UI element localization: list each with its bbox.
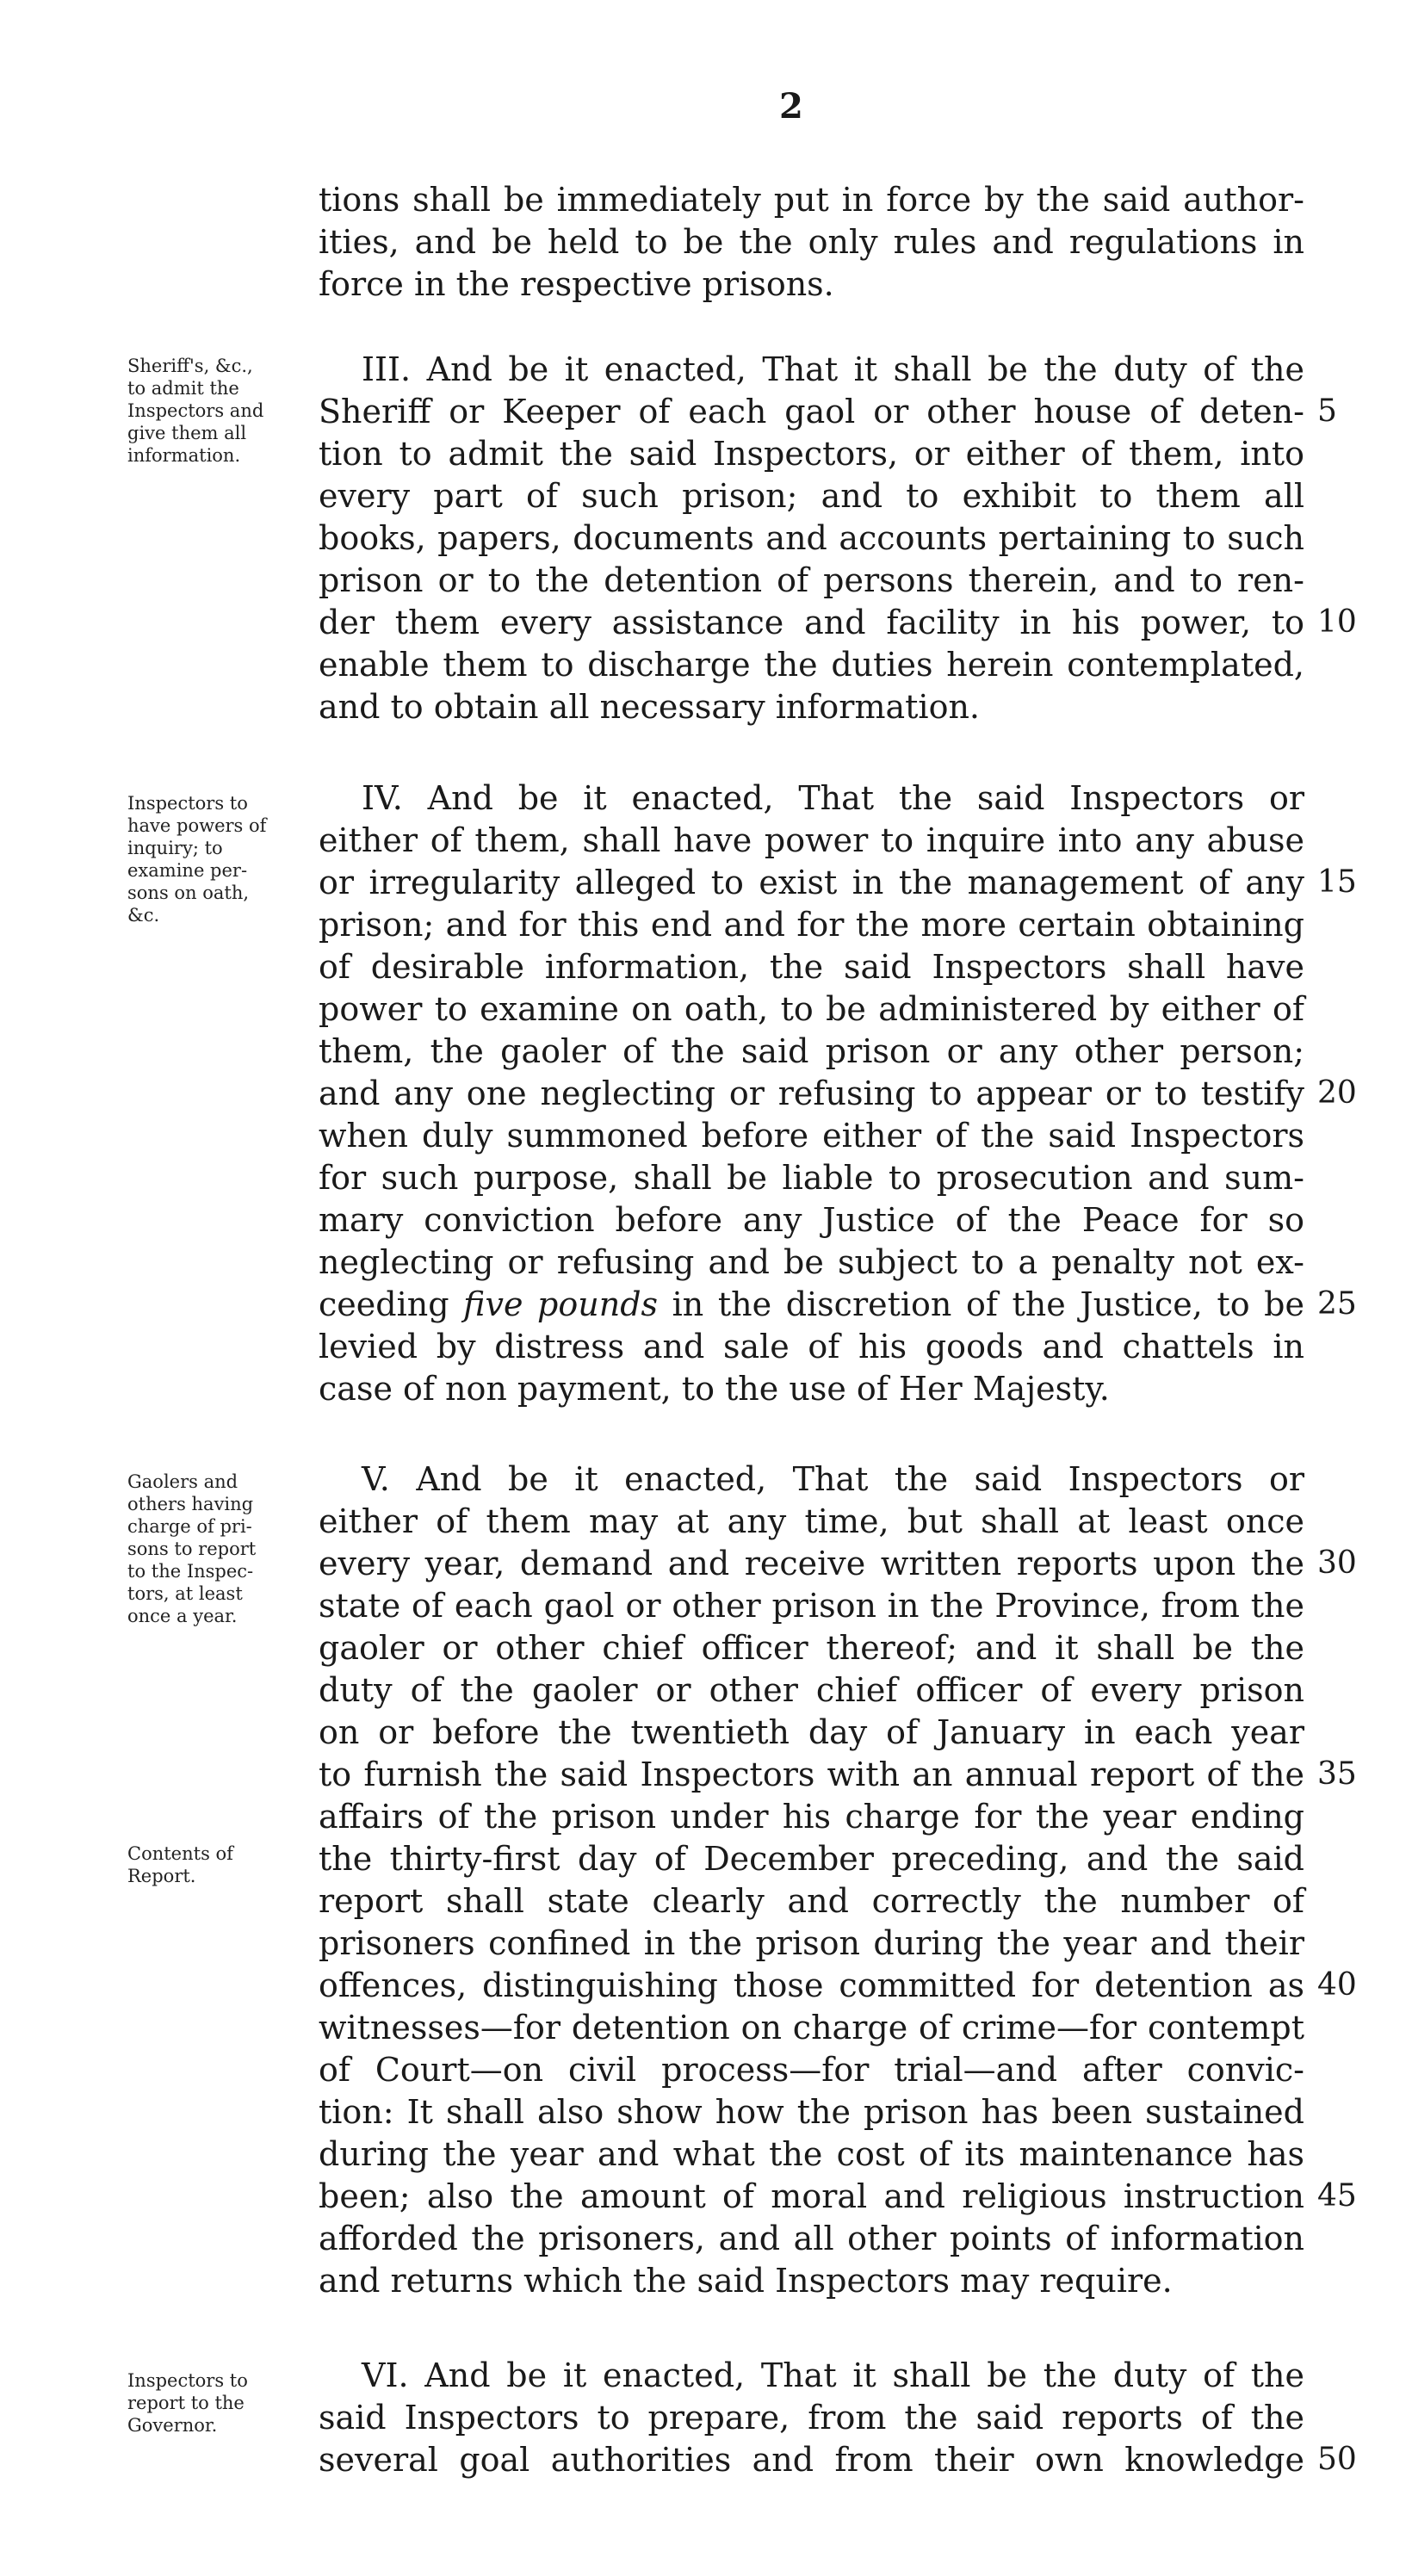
text-line: tion to admit the said Inspectors, or either of them, into xyxy=(319,435,1304,473)
text-line: tion: It shall also show how the prison has been sustained xyxy=(319,2093,1304,2131)
text-line: and any one neglecting or refusing to appear or to testify xyxy=(319,1074,1304,1112)
text-line: been; also the amount of moral and religious instruction xyxy=(319,2177,1304,2215)
text-line: or irregularity alleged to exist in the management of any xyxy=(319,864,1304,901)
text-line: offences, distinguishing those committed for detention as xyxy=(319,1966,1304,2004)
text-line: either of them may at any time, but shall at least once xyxy=(319,1502,1304,1540)
text-line: mary conviction before any Justice of the Peace for so xyxy=(319,1201,1304,1239)
margin-note-sec5: Gaolers and others having charge of pri- sons to report to the Inspec- tors, at least once a year. xyxy=(127,1471,257,1626)
text-line: every part of such prison; and to exhibit to them all xyxy=(319,477,1304,515)
text-run: ceeding xyxy=(319,1285,449,1323)
text-line: witnesses—for detention on charge of crime—for contempt xyxy=(319,2009,1304,2047)
text-line: books, papers, documents and accounts pertaining to such xyxy=(319,519,1304,557)
text-line: gaoler or other chief officer thereof; and it shall be the xyxy=(319,1629,1304,1667)
line-number: 20 xyxy=(1317,1075,1357,1111)
text-line: prison or to the detention of persons therein, and to ren- xyxy=(319,561,1304,599)
line-number: 40 xyxy=(1317,1967,1357,2003)
text-line: levied by distress and sale of his goods and chattels in xyxy=(319,1328,1304,1365)
text-line: III. And be it enacted, That it shall be the duty of the xyxy=(362,350,1304,388)
margin-note-sec3: Sheriff's, &c., to admit the Inspectors and give them all information. xyxy=(127,356,264,466)
text-line: prisoners confined in the prison during the year and their xyxy=(319,1924,1304,1962)
text-line: of desirable information, the said Inspectors shall have xyxy=(319,948,1304,986)
text-line: neglecting or refusing and be subject to a penalty not ex- xyxy=(319,1243,1304,1281)
text-line: them, the gaoler of the said prison or any other person; xyxy=(319,1032,1304,1070)
text-line: during the year and what the cost of its maintenance has xyxy=(319,2135,1304,2173)
text-line: of Court—on civil process—for trial—and after convic- xyxy=(319,2051,1304,2089)
text-line: tions shall be immediately put in force by the said author- xyxy=(319,181,1304,219)
margin-note-sec6: Inspectors to report to the Governor. xyxy=(127,2370,248,2436)
text-line: affairs of the prison under his charge for the year ending xyxy=(319,1798,1304,1836)
text-line: ities, and be held to be the only rules and regulations in xyxy=(319,223,1304,261)
line-number: 15 xyxy=(1317,864,1357,900)
text-line: V. And be it enacted, That the said Inspectors or xyxy=(362,1460,1304,1498)
text-line: said Inspectors to prepare, from the said reports of the xyxy=(319,2399,1304,2437)
line-number: 30 xyxy=(1317,1545,1357,1581)
text-line: der them every assistance and facility in his power, to xyxy=(319,604,1304,641)
line-number: 35 xyxy=(1317,1756,1357,1792)
text-line: duty of the gaoler or other chief officer of every prison xyxy=(319,1671,1304,1709)
text-line: either of them, shall have power to inquire into any abuse xyxy=(319,821,1304,859)
margin-note-sec4: Inspectors to have powers of inquiry; to examine per- sons on oath, &c. xyxy=(127,793,267,926)
text-run: in the discretion of the Justice, to be xyxy=(672,1285,1304,1323)
text-line: when duly summoned before either of the said Inspectors xyxy=(319,1117,1304,1155)
text-line: the thirty-first day of December preceding, and the said xyxy=(319,1840,1304,1878)
text-line: prison; and for this end and for the more certain obtaining xyxy=(319,906,1304,944)
text-line: enable them to discharge the duties herein contemplated, xyxy=(319,646,1304,684)
line-number: 5 xyxy=(1317,393,1337,429)
text-line xyxy=(319,1284,1304,1325)
margin-note-sec5b: Contents of Report. xyxy=(127,1843,233,1886)
text-line: state of each gaol or other prison in the Province, from the xyxy=(319,1587,1304,1625)
text-line: several goal authorities and from their own knowledge xyxy=(319,2441,1304,2479)
text-line: and to obtain all necessary information. xyxy=(319,688,981,726)
text-line: afforded the prisoners, and all other points of information xyxy=(319,2220,1304,2257)
text-line: on or before the twentieth day of January in each year xyxy=(319,1713,1304,1751)
text-line: case of non payment, to the use of Her Majesty. xyxy=(319,1370,1110,1408)
text-line: every year, demand and receive written reports upon the xyxy=(319,1545,1304,1582)
text-line: to furnish the said Inspectors with an annual report of the xyxy=(319,1756,1304,1793)
text-line: for such purpose, shall be liable to prosecution and sum- xyxy=(319,1159,1304,1197)
line-number: 25 xyxy=(1317,1286,1357,1322)
page-number: 2 xyxy=(779,86,803,127)
italic-amount: five pounds xyxy=(463,1285,659,1323)
line-number: 10 xyxy=(1317,604,1357,640)
text-line: Sheriff or Keeper of each gaol or other house of deten- xyxy=(319,393,1304,430)
line-number: 45 xyxy=(1317,2178,1357,2214)
text-line: and returns which the said Inspectors may require. xyxy=(319,2262,1173,2300)
text-line: VI. And be it enacted, That it shall be the duty of the xyxy=(362,2356,1304,2394)
text-line: power to examine on oath, to be administered by either of xyxy=(319,990,1304,1028)
text-line: IV. And be it enacted, That the said Inspectors or xyxy=(362,779,1304,817)
line-number: 50 xyxy=(1317,2442,1357,2477)
text-line: report shall state clearly and correctly the number of xyxy=(319,1882,1304,1920)
text-line: force in the respective prisons. xyxy=(319,265,834,303)
